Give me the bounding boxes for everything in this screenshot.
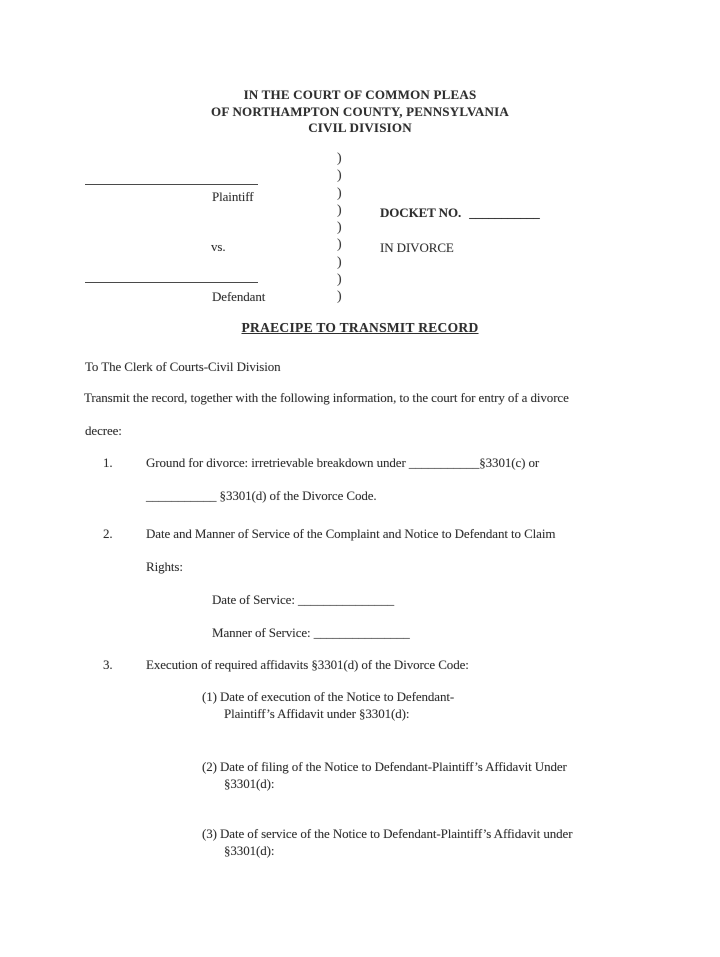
in-divorce-label: IN DIVORCE <box>380 240 454 255</box>
item-1-line-1: Ground for divorce: irretrievable breakdown under ___________§3301(c) or <box>146 455 540 470</box>
date-of-service-field: Date of Service: _______________ <box>212 592 395 607</box>
item-3-sub-3-line-1: (3) Date of service of the Notice to Defendant-Plaintiff’s Affidavit under <box>202 826 573 841</box>
clerk-salutation: To The Clerk of Courts-Civil Division <box>85 359 281 374</box>
manner-of-service-field: Manner of Service: _______________ <box>212 625 410 640</box>
paren-glyph: ) <box>337 254 342 270</box>
docket-blank: ___________ <box>469 205 540 220</box>
paren-glyph: ) <box>337 220 342 236</box>
paren-glyph: ) <box>337 272 342 288</box>
intro-line-1: Transmit the record, together with the following information, to the court for entry of a divorce <box>84 390 569 405</box>
intro-line-2: decree: <box>85 423 122 438</box>
defendant-name-blank <box>85 282 258 283</box>
paren-glyph: ) <box>337 237 342 253</box>
court-header-line-2: OF NORTHAMPTON COUNTY, PENNSYLVANIA <box>211 103 509 119</box>
docket-label: DOCKET NO. <box>380 205 462 220</box>
docket-number-line <box>380 205 540 220</box>
vs-label: vs. <box>211 239 226 254</box>
item-3-sub-2-line-1: (2) Date of filing of the Notice to Defendant-Plaintiff’s Affidavit Under <box>202 759 567 774</box>
court-header-line-1: IN THE COURT OF COMMON PLEAS <box>243 87 477 102</box>
item-2-line-2: Rights: <box>146 559 183 574</box>
item-1-number: 1. <box>103 455 113 470</box>
paren-glyph: ) <box>337 185 342 201</box>
item-3-sub-1-line-1: (1) Date of execution of the Notice to Defendant- <box>202 689 455 704</box>
item-1-line-2: ___________ §3301(d) of the Divorce Code. <box>146 488 377 503</box>
defendant-label: Defendant <box>212 289 266 304</box>
paren-glyph: ) <box>337 168 342 184</box>
court-header <box>0 87 720 137</box>
paren-glyph: ) <box>337 289 342 305</box>
paren-glyph: ) <box>337 202 342 218</box>
item-2-number: 2. <box>103 526 113 541</box>
item-3-number: 3. <box>103 657 113 672</box>
court-header-line-3: CIVIL DIVISION <box>308 120 412 135</box>
item-3-sub-3-line-2: §3301(d): <box>224 843 275 858</box>
plaintiff-label: Plaintiff <box>212 189 254 204</box>
item-3-line-1: Execution of required affidavits §3301(d) of the Divorce Code: <box>146 657 469 672</box>
paren-glyph: ) <box>337 151 342 166</box>
item-3-sub-1-line-2: Plaintiff’s Affidavit under §3301(d): <box>224 706 410 721</box>
caption-paren-column <box>337 150 342 306</box>
document-title: PRAECIPE TO TRANSMIT RECORD <box>241 320 479 335</box>
plaintiff-name-blank <box>85 184 258 185</box>
item-2-line-1: Date and Manner of Service of the Complaint and Notice to Defendant to Claim <box>146 526 556 541</box>
item-3-sub-2-line-2: §3301(d): <box>224 776 275 791</box>
